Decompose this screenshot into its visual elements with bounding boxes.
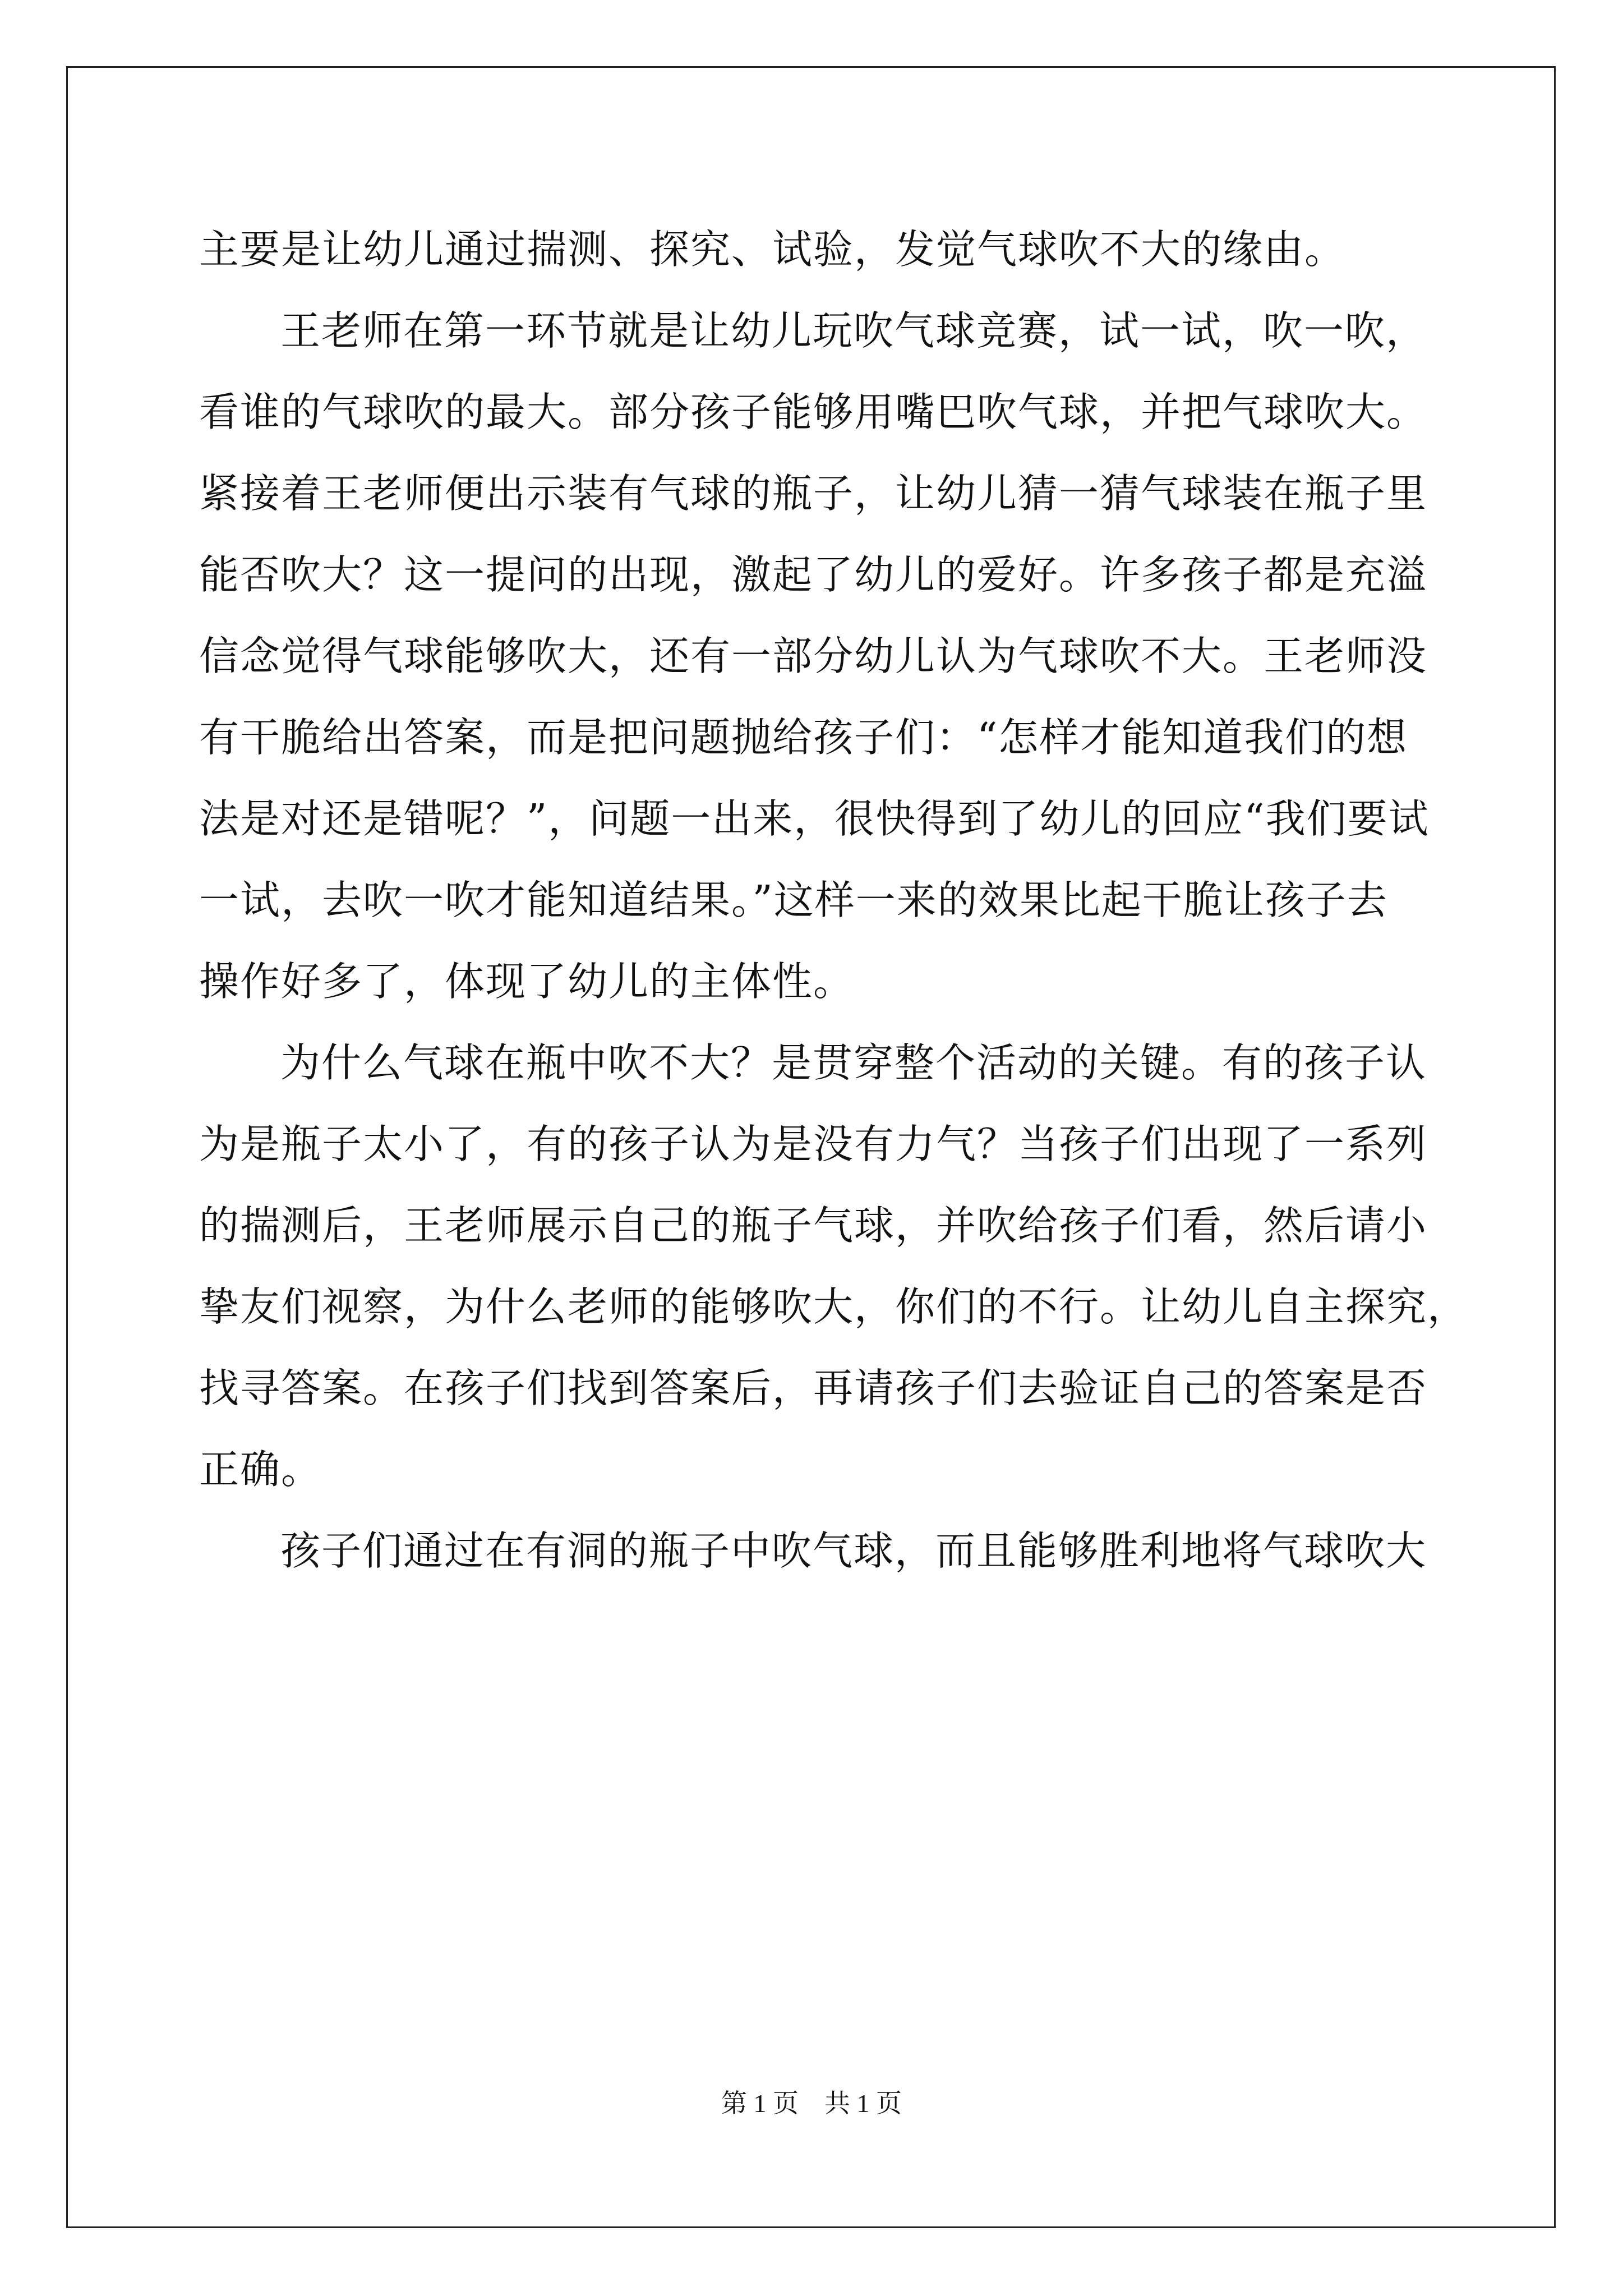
page-footer: 第 1 页 共 1 页 bbox=[721, 2089, 902, 2118]
text-line: 一试，去吹一吹才能知道结果。”这样一来的效果比起干脆让孩子去 bbox=[199, 877, 1388, 923]
text-line: 有干脆给出答案，而是把问题抛给孩子们：“怎样才能知道我们的想 bbox=[199, 714, 1408, 761]
text-line: 看谁的气球吹的最大。部分孩子能够用嘴巴吹气球，并把气球吹大。 bbox=[199, 389, 1428, 435]
text-line: 法是对还是错呢？”，问题一出来，很快得到了幼儿的回应“我们要试 bbox=[199, 795, 1430, 842]
text-line: 为是瓶子太小了，有的孩子认为是没有力气？当孩子们出现了一系列 bbox=[199, 1121, 1428, 1167]
text-line: 主要是让幼儿通过揣测、探究、试验，发觉气球吹不大的缘由。 bbox=[199, 226, 1346, 273]
text-line: 操作好多了，体现了幼儿的主体性。 bbox=[199, 958, 855, 1005]
text-line: 紧接着王老师便出示装有气球的瓶子，让幼儿猜一猜气球装在瓶子里 bbox=[199, 470, 1428, 517]
text-line: 信念觉得气球能够吹大，还有一部分幼儿认为气球吹不大。王老师没 bbox=[199, 633, 1428, 679]
text-line: 找寻答案。在孩子们找到答案后，再请孩子们去验证自己的答案是否 bbox=[199, 1365, 1428, 1411]
text-line: 能否吹大？这一提问的出现，激起了幼儿的爱好。许多孩子都是充溢 bbox=[199, 551, 1428, 598]
paragraph-first-line: 孩子们通过在有洞的瓶子中吹气球，而且能够胜利地将气球吹大 bbox=[280, 1527, 1427, 1574]
text-line: 的揣测后，王老师展示自己的瓶子气球，并吹给孩子们看，然后请小 bbox=[199, 1202, 1428, 1249]
text-line: 挚友们视察，为什么老师的能够吹大，你们的不行。让幼儿自主探究， bbox=[199, 1283, 1469, 1330]
text-line: 正确。 bbox=[199, 1446, 322, 1493]
paragraph-first-line: 为什么气球在瓶中吹不大？是贯穿整个活动的关键。有的孩子认 bbox=[280, 1039, 1427, 1086]
paragraph-first-line: 王老师在第一环节就是让幼儿玩吹气球竞赛，试一试，吹一吹， bbox=[280, 307, 1427, 354]
